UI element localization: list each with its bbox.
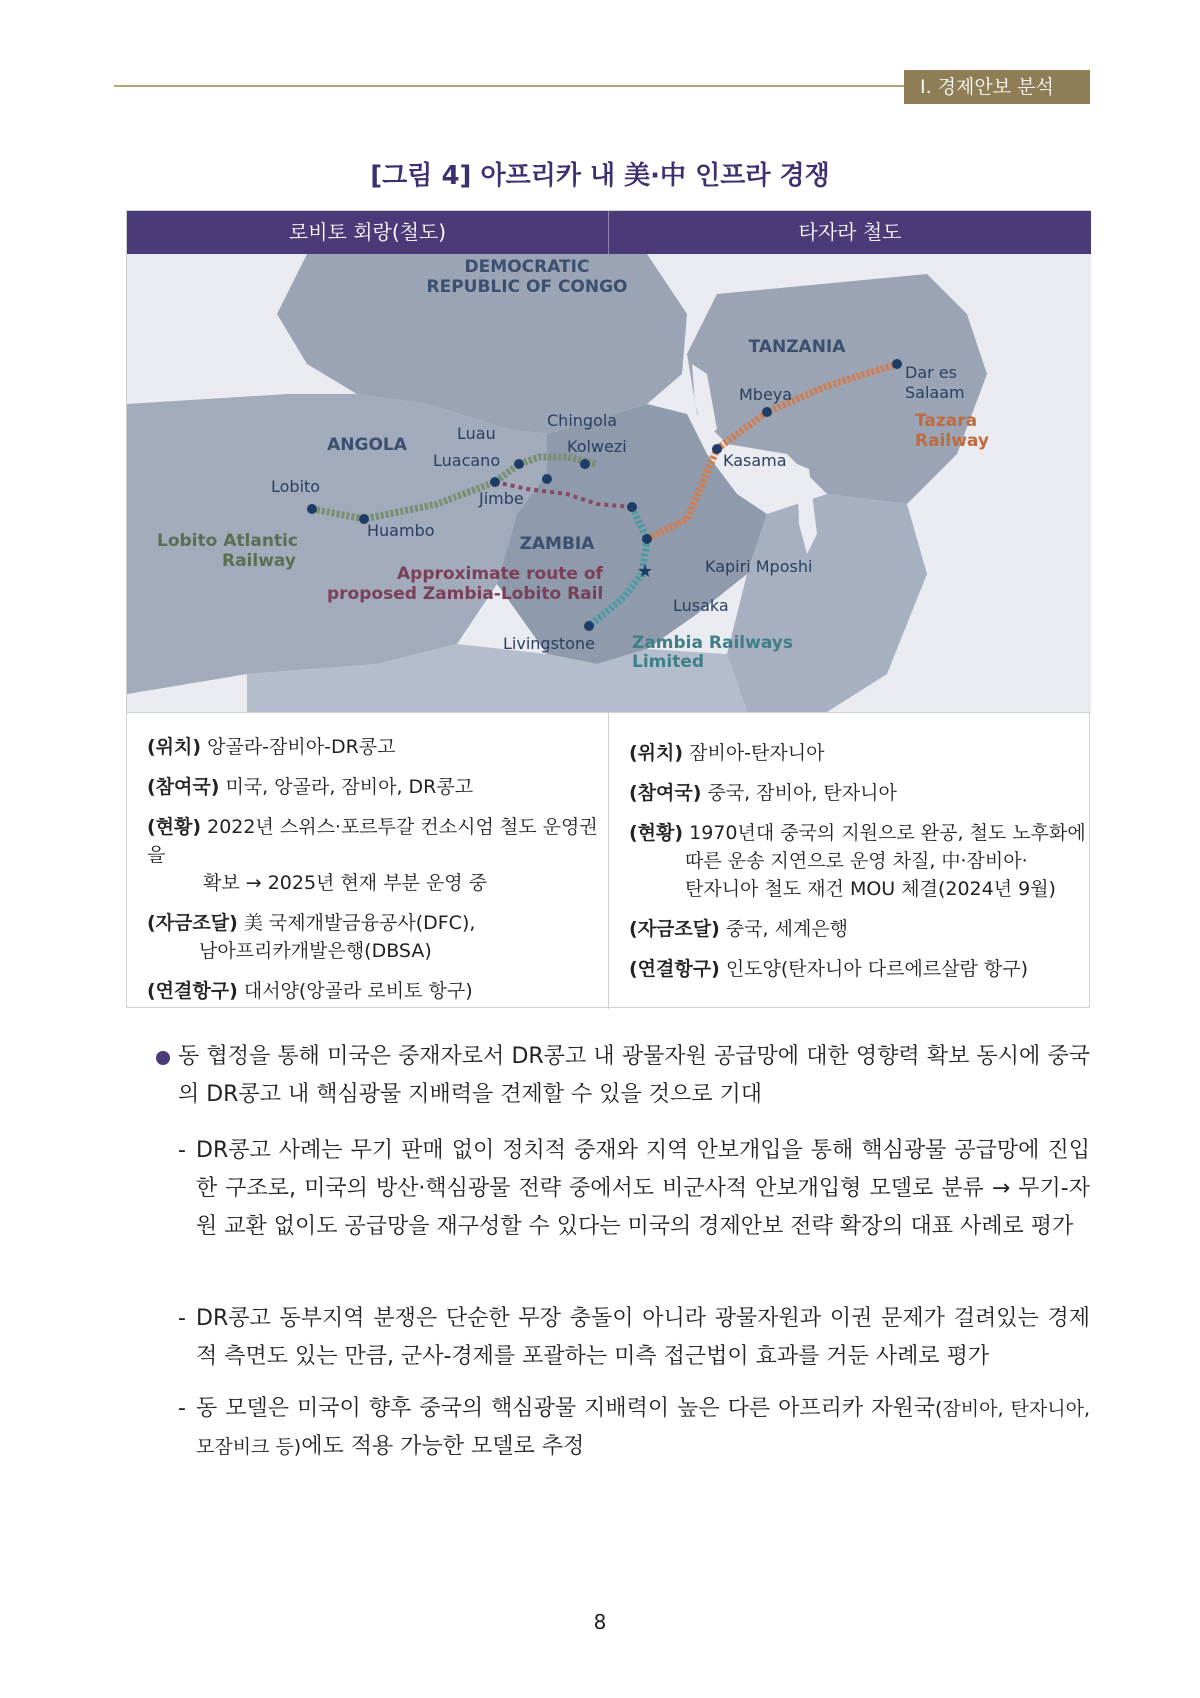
node-kasama bbox=[712, 444, 722, 454]
node-kolwezi bbox=[580, 459, 590, 469]
node-lobito bbox=[307, 504, 317, 514]
label-luacano: Luacano bbox=[433, 451, 501, 470]
label-dar-2: Salaam bbox=[905, 383, 965, 402]
dash-marker: - bbox=[178, 1138, 186, 1163]
sub-item-3 bbox=[178, 1390, 1090, 1466]
dash-marker: - bbox=[178, 1306, 186, 1331]
tazara-port: (연결항구) 인도양(탄자니아 다르에르살람 항구) bbox=[629, 958, 1029, 980]
railway-map bbox=[127, 254, 1091, 712]
sub-item-2-text: DR콩고 동부지역 분쟁은 단순한 무장 충돌이 아니라 광물자원과 이권 문제가 걸려있는 경제적 측면도 있는 만큼, 군사-경제를 포괄하는 미측 접근법이 효과를 거둔 사례로 평가 bbox=[196, 1306, 1090, 1369]
lobito-status: (현황) 2022년 스위스·포르투갈 컨소시엄 철도 운영권을 확보 → 2025년 현재 부분 운영 중 bbox=[147, 816, 598, 894]
node-mbeya bbox=[762, 407, 772, 417]
section-tab: Ⅰ. 경제안보 분석 bbox=[904, 70, 1090, 104]
node-jimbe bbox=[542, 474, 552, 484]
node-chingola bbox=[627, 502, 637, 512]
label-luau: Luau bbox=[457, 424, 496, 443]
label-tanzania: TANZANIA bbox=[748, 337, 846, 357]
tazara-info bbox=[609, 712, 1091, 1009]
label-tazara-1: Tazara bbox=[915, 411, 978, 431]
label-livingstone: Livingstone bbox=[503, 634, 595, 653]
node-kapiri bbox=[642, 534, 652, 544]
dash-marker: - bbox=[178, 1396, 186, 1421]
sub-item-1 bbox=[178, 1132, 1090, 1246]
label-lobito-rail-1: Lobito Atlantic bbox=[157, 531, 298, 551]
sub-item-3-text: 동 모델은 미국이 향후 중국의 핵심광물 지배력이 높은 다른 아프리카 자원국(잠비아, 탄자니아, 모잠비크 등)에도 적용 가능한 모델로 추정 bbox=[196, 1396, 1090, 1459]
tazara-location: (위치) 잠비아-탄자니아 bbox=[629, 742, 825, 764]
label-tazara-2: Railway bbox=[915, 431, 989, 451]
tazara-funding: (자금조달) 중국, 세계은행 bbox=[629, 918, 849, 940]
label-zrl-2: Limited bbox=[632, 652, 705, 672]
header-rule bbox=[114, 85, 904, 87]
bullet-dot-icon bbox=[156, 1051, 170, 1065]
node-luau bbox=[514, 459, 524, 469]
sub-item-1-text: DR콩고 사례는 무기 판매 없이 정치적 중재와 지역 안보개입을 통해 핵심광물 공급망에 진입한 구조로, 미국의 방산·핵심광물 전략 중에서도 비군사적 안보개입형 모델로 분류 → 무기-자원 교환 없이도 공급망을 재구성할 수 있다는 미국의 경제안보 전략 확장의 대표 사례로 평가 bbox=[196, 1138, 1090, 1239]
lobito-location: (위치) 앙골라-잠비아-DR콩고 bbox=[147, 736, 396, 758]
lobito-members: (참여국) 미국, 앙골라, 잠비아, DR콩고 bbox=[147, 776, 474, 798]
label-jimbe: Jimbe bbox=[479, 489, 524, 508]
label-kolwezi: Kolwezi bbox=[567, 437, 627, 456]
label-mbeya: Mbeya bbox=[739, 385, 793, 404]
bullet-main bbox=[156, 1038, 1090, 1114]
map-svg bbox=[127, 254, 1091, 712]
label-drc-2: REPUBLIC OF CONGO bbox=[426, 277, 628, 297]
column-header-tazara: 타자라 철도 bbox=[609, 211, 1091, 254]
label-huambo: Huambo bbox=[367, 521, 435, 540]
label-lobito-rail-2: Railway bbox=[222, 551, 296, 571]
sub-item-2 bbox=[178, 1300, 1090, 1376]
label-kasama: Kasama bbox=[723, 451, 787, 470]
tazara-members: (참여국) 중국, 잠비아, 탄자니아 bbox=[629, 782, 897, 804]
star-lusaka: ★ bbox=[637, 561, 654, 582]
label-chingola: Chingola bbox=[547, 411, 618, 430]
lobito-port: (연결항구) 대서양(앙골라 로비토 항구) bbox=[147, 980, 473, 1002]
label-angola: ANGOLA bbox=[327, 435, 407, 455]
node-luacano bbox=[490, 477, 500, 487]
label-approx-2: proposed Zambia-Lobito Rail bbox=[327, 584, 604, 604]
node-livingstone bbox=[584, 621, 594, 631]
label-approx-1: Approximate route of bbox=[397, 564, 603, 584]
tazara-status: (현황) 1970년대 중국의 지원으로 완공, 철도 노후화에 따른 운송 지연으로 운영 차질, 中·잠비아· 탄자니아 철도 재건 MOU 체결(2024년 9월) bbox=[629, 822, 1086, 900]
label-lusaka: Lusaka bbox=[673, 596, 729, 615]
node-dar bbox=[892, 359, 902, 369]
label-dar-1: Dar es bbox=[905, 363, 957, 382]
lobito-funding: (자금조달) 美 국제개발금융공사(DFC), 남아프리카개발은행(DBSA) bbox=[147, 912, 476, 962]
bullet-main-text: 동 협정을 통해 미국은 중재자로서 DR콩고 내 광물자원 공급망에 대한 영향력 확보 동시에 중국의 DR콩고 내 핵심광물 지배력을 견제할 수 있을 것으로 기대 bbox=[178, 1044, 1090, 1107]
figure-table bbox=[126, 210, 1090, 1008]
lobito-info bbox=[127, 712, 609, 1009]
figure-title: [그림 4] 아프리카 내 美·中 인프라 경쟁 bbox=[370, 161, 830, 191]
page-number: 8 bbox=[593, 1610, 607, 1634]
label-drc-1: DEMOCRATIC bbox=[464, 257, 590, 277]
column-header-lobito: 로비토 회랑(철도) bbox=[127, 211, 609, 254]
label-zambia: ZAMBIA bbox=[519, 534, 595, 554]
label-kapiri: Kapiri Mposhi bbox=[705, 557, 813, 576]
label-zrl-1: Zambia Railways bbox=[632, 633, 793, 653]
label-lobito: Lobito bbox=[271, 477, 321, 496]
